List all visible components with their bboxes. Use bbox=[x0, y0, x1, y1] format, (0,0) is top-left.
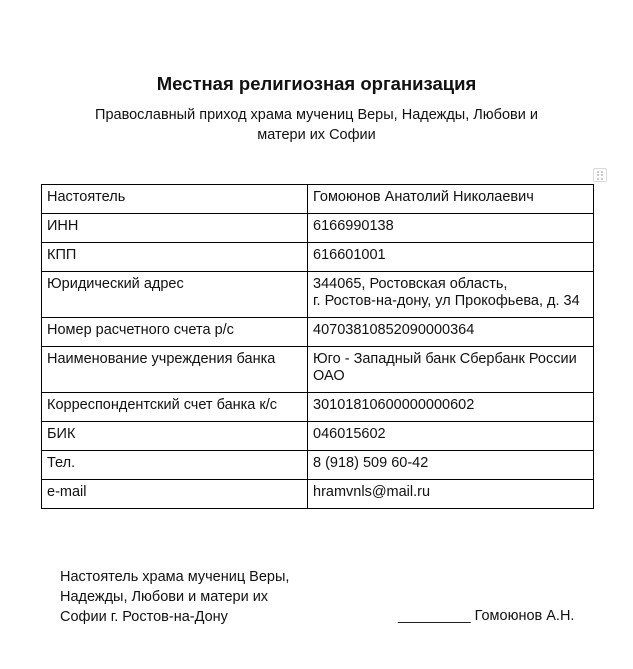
row-label-rector: Настоятель bbox=[42, 185, 308, 214]
row-label-email: e-mail bbox=[42, 480, 308, 509]
row-value-kpp: 616601001 bbox=[308, 243, 594, 272]
row-label-phone: Тел. bbox=[42, 451, 308, 480]
document-subtitle: Православный приход храма мучениц Веры, Надежды, Любови и матери их Софии bbox=[95, 107, 538, 143]
table-row bbox=[42, 185, 594, 214]
table-drag-handle-icon[interactable] bbox=[593, 168, 607, 182]
row-label-correspondent-account: Корреспондентский счет банка к/с bbox=[42, 393, 308, 422]
row-value-email: hramvnls@mail.ru bbox=[308, 480, 594, 509]
row-label-kpp: КПП bbox=[42, 243, 308, 272]
row-value-inn: 6166990138 bbox=[308, 214, 594, 243]
table-row bbox=[42, 243, 594, 272]
signature-position: Настоятель храма мучениц Веры, Надежды, Любови и матери их Софии г. Ростов-на-Дону bbox=[60, 569, 290, 625]
table-row bbox=[42, 451, 594, 480]
row-value-bik: 046015602 bbox=[308, 422, 594, 451]
row-value-bank-name: Юго - Западный банк Сбербанк России ОАО bbox=[308, 347, 594, 393]
requisites-table bbox=[41, 184, 594, 509]
row-value-rector: Гомоюнов Анатолий Николаевич bbox=[308, 185, 594, 214]
signature-line: _________ Гомоюнов А.Н. bbox=[398, 608, 575, 624]
row-label-inn: ИНН bbox=[42, 214, 308, 243]
row-label-legal-address: Юридический адрес bbox=[42, 272, 308, 318]
table-row bbox=[42, 318, 594, 347]
row-value-settlement-account: 40703810852090000364 bbox=[308, 318, 594, 347]
table-row bbox=[42, 480, 594, 509]
table-row bbox=[42, 214, 594, 243]
table-row bbox=[42, 272, 594, 318]
document-title: Местная религиозная организация bbox=[156, 73, 477, 94]
row-value-correspondent-account: 30101810600000000602 bbox=[308, 393, 594, 422]
row-label-bik: БИК bbox=[42, 422, 308, 451]
table-row bbox=[42, 347, 594, 393]
table-row bbox=[42, 393, 594, 422]
row-label-settlement-account: Номер расчетного счета р/с bbox=[42, 318, 308, 347]
row-label-bank-name: Наименование учреждения банка bbox=[42, 347, 308, 393]
row-value-phone: 8 (918) 509 60-42 bbox=[308, 451, 594, 480]
table-row bbox=[42, 422, 594, 451]
row-value-legal-address: 344065, Ростовская область, г. Ростов-на-дону, ул Прокофьева, д. 34 bbox=[308, 272, 594, 318]
